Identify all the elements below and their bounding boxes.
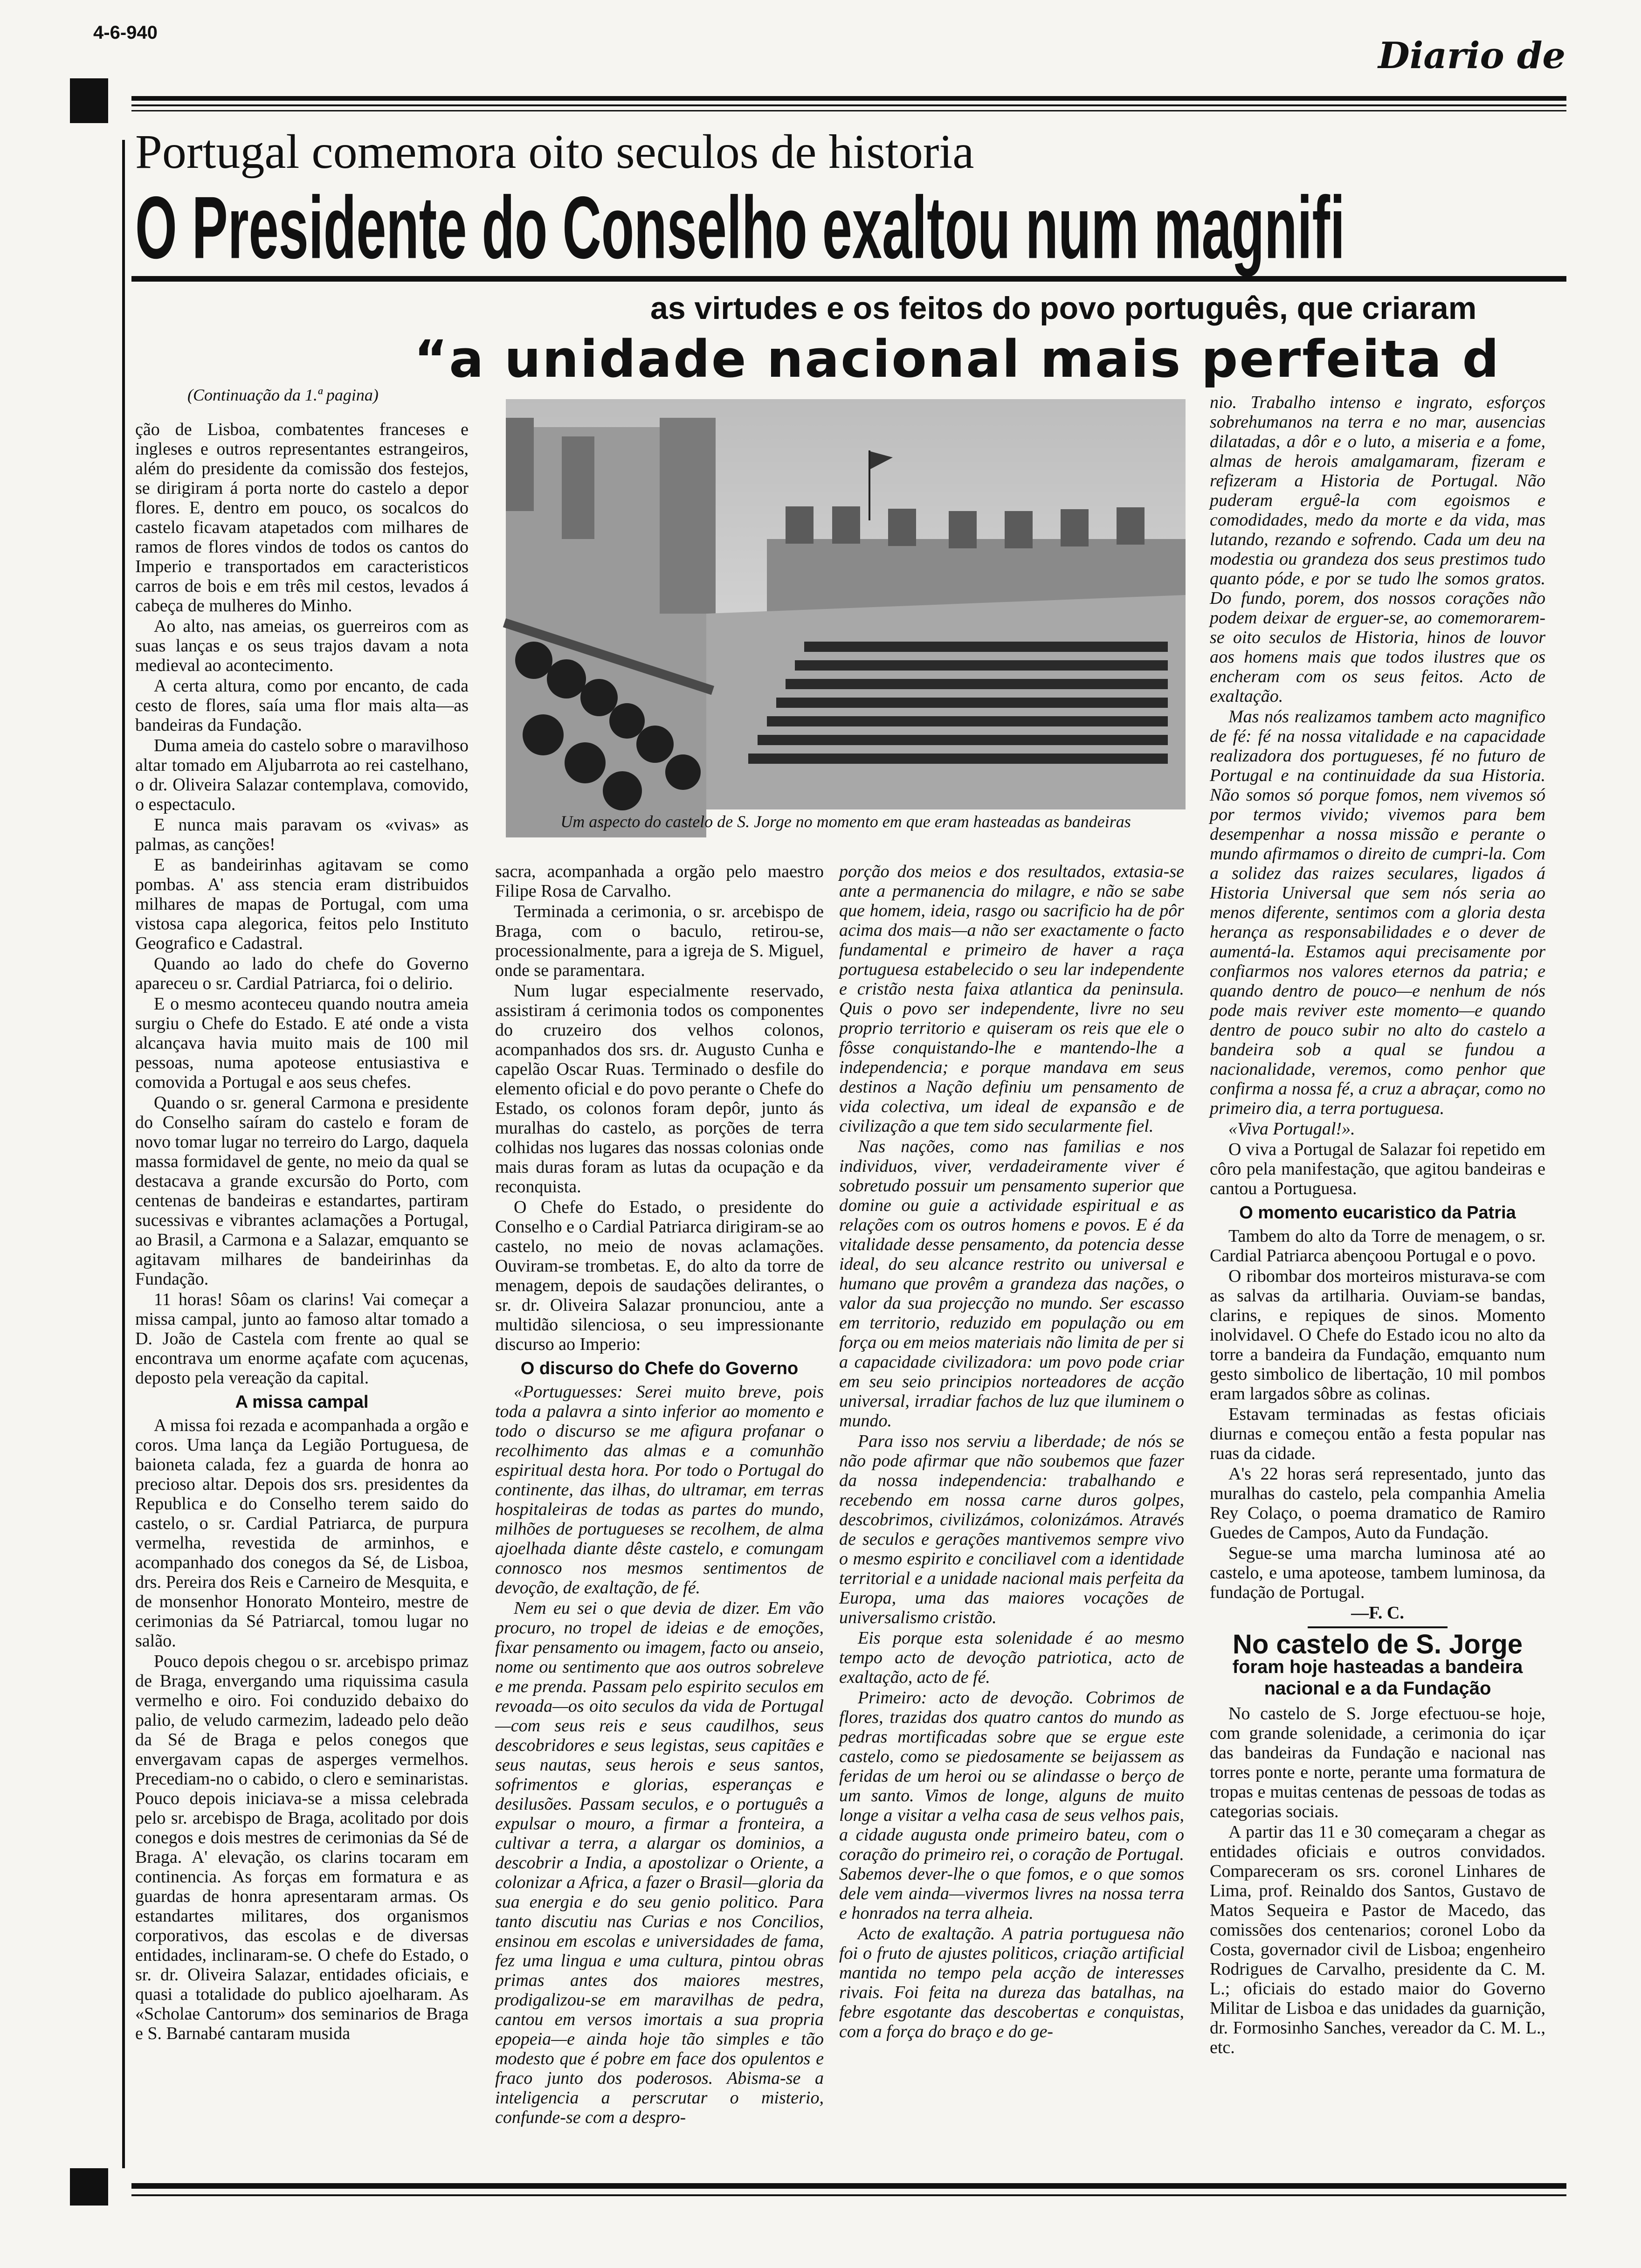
top-rule-thick (131, 96, 1566, 101)
section-heading: O discurso do Chefe do Governo (520, 1359, 799, 1378)
paragraph: Terminada a cerimonia, o sr. arcebispo de Braga, com o baculo, retirou-se, processionalmente, para a igreja de S. Miguel, onde se paramentara. (495, 902, 824, 980)
paragraph: 11 horas! Sôam os clarins! Vai começar a missa campal, junto ao famoso altar tomado a D. João de Castela com frente ao qual se encontrava um enorme açafate com açucenas, deposto pela vereação da capital. (135, 1290, 469, 1388)
paragraph: sacra, acompanhada a orgão pelo maestro Filipe Rosa de Carvalho. (495, 862, 824, 901)
paragraph: Mas nós realizamos tambem acto magnifico de fé: fé na nossa vitalidade e na capacidade realizadora dos portugueses, fé no futuro de Portugal e na continuidade da sua Historia. Não somos só porque fomos, nem vivemos só por termos vivido; vivemos para bem desempenhar a nossa missão e perante o mundo afirmamos o direito de cumpri-la. Com a solidez das raizes seculares, ligados á Historia Universal que sem nós seria ao menos diferente, sentimos com a gloria desta herança as responsabilidades e o dever de aumentá-la. Estamos aqui precisamente por confiarmos nos valores eternos da patria; e quando dentro de pouco—e nenhum de nós pode mais reviver este momento—e quando dentro de pouco subir no alto do castelo a bandeira sob a qual se fundou a nacionalidade, veremos, como penhor que confirma a nossa fé, a cruz a abraçar, como no primeiro dia, a terra portuguesa. (1210, 707, 1545, 1118)
masthead: Diario de (1378, 35, 1565, 77)
bottom-rule-thick (131, 2183, 1566, 2189)
paragraph: Eis porque esta solenidade é ao mesmo tempo acto de devoção patriotica, acto de exaltação, acto de fé. (839, 1628, 1184, 1687)
column-4 (1210, 393, 1545, 2058)
left-vertical-rule (122, 140, 125, 2168)
paragraph: ção de Lisboa, combatentes franceses e ingleses e outros representantes estrangeiros, além do presidente da comissão dos festejos, se dirigiram á porta norte do castelo a depor flores. E, dentro em pouco, os socalcos do castelo ficavam atapetados com milhares de ramos de flores vindos de todos os cantos do Imperio e transportados em caracteristicos carros de bois e em três mil cestos, levados á cabeça de mulheres do Minho. (135, 420, 469, 615)
paragraph: O Chefe do Estado, o presidente do Conselho e o Cardial Patriarca dirigiram-se ao castelo, no meio de novas aclamações. Ouviram-se trombetas. E, do alto da torre de menagem, depois de saudações delirantes, o sr. dr. Oliveira Salazar pronunciou, ante a multidão silenciosa, o seu impressionante discurso ao Imperio: (495, 1197, 824, 1354)
paragraph: Primeiro: acto de devoção. Cobrimos de flores, trazidas dos quatro cantos do mundo as pedras mortificadas sobre que se ergue este castelo, como se piedosamente se beijassem as feridas de um heroi ou se alindasse o berço de um santo. Vimos de longe, alguns de muito longe a visitar a velha casa de seus velhos pais, a cidade augusta onde primeiro bateu, com o coração do primeiro rei, o coração de Portugal. Sabemos dever-lhe o que fomos, e o que somos dele vem ainda—vivermos livres na nossa terra e honrados na terra alheia. (839, 1688, 1184, 1923)
paragraph: E nunca mais paravam os «vivas» as palmas, as canções! (135, 815, 469, 854)
section-heading: A missa campal (235, 1392, 369, 1412)
column-2 (495, 862, 824, 2128)
main-headline: O Presidente do Conselho exaltou num magnifi (135, 179, 1345, 277)
paragraph: No castelo de S. Jorge efectuou-se hoje, com grande solenidade, a cerimonia do içar das bandeiras da Fundação e nacional nas torres ponte e norte, perante uma formatura de tropas e muitas centenas de pessoas de todas as categorias sociais. (1210, 1704, 1545, 1821)
paragraph: Nas nações, como nas familias e nos individuos, viver, verdadeiramente viver é sobretudo possuir um pensamento superior que domine ou guie a actividade espiritual e as relações com os outros homens e povos. E é da vitalidade desse pensamento, da potencia desse ideal, do seu alcance restrito ou universal e humano que provêm a grandeza das nações, o valor da sua projecção no mundo. Ser escasso em territorio, reduzido em população ou em força ou em meios materiais não limita de per si a capacidade civilizadora: um povo pode criar em seu seio principios norteadores de acção universal, irradiar fachos de luz que iluminem o mundo. (839, 1137, 1184, 1431)
paragraph: A certa altura, como por encanto, de cada cesto de flores, saía uma flor mais alta—as bandeiras da Fundação. (135, 676, 469, 735)
section-divider (1308, 1626, 1448, 1628)
paragraph: Ao alto, nas ameias, os guerreiros com as suas lanças e os seus trajos davam a nota medieval ao acontecimento. (135, 616, 469, 675)
paragraph: Duma ameia do castelo sobre o maravilhoso altar tomado em Aljubarrota ao rei castelhano, o dr. Oliveira Salazar contemplava, comovido, o espectaculo. (135, 736, 469, 814)
paragraph: Estavam terminadas as festas oficiais diurnas e começou então a festa popular nas ruas da cidade. (1210, 1404, 1545, 1463)
bottom-rule-thin (131, 2194, 1566, 2196)
paragraph: Segue-se uma marcha luminosa até ao castelo, e uma apoteose, tambem luminosa, da fundação de Portugal. (1210, 1543, 1545, 1602)
paragraph: Nem eu sei o que devia de dizer. Em vão procuro, no tropel de ideias e de emoções, fixar pensamento ou imagem, facto ou anseio, nome ou sentimento que aos outros sobreleve e me prenda. Passam pelo espirito seculos em revoada—os oito seculos da vida de Portugal—com seus reis e seus caudilhos, seus descobridores e seus legistas, seus capitães e seus nautas, seus herois e seus santos, sofrimentos e glorias, esperanças e desilusões. Passam seculos, e o português a expulsar o mouro, a firmar a fronteira, a cultivar a terra, a alargar os dominios, a descobrir a India, a apostolizar o Oriente, a colonizar a Africa, a fazer o Brasil—gloria da sua energia e do seu genio politico. Para tanto discutiu nas Curias e nos Concilios, ensinou em escolas e universidades de fama, fez uma lingua e uma cultura, pintou obras primas antes dos maiores mestres, prodigalizou-se em maravilhas de pedra, cantou em versos imortais a sua propria epopeia—e ainda hoje tão simples e tão modesto que é pobre em face dos opulentos e fraco junto dos poderosos. Abisma-se a inteligencia a perscrutar o misterio, confunde-se com a despro- (495, 1598, 824, 2127)
corner-block-top (70, 78, 108, 123)
paragraph: A missa foi rezada e acompanhada a orgão e coros. Uma lança da Legião Portuguesa, de baioneta calada, fez a guarda de honra ao precioso altar. Depois dos srs. presidentes da Republica e do Conselho terem saido do castelo, o sr. Cardial Patriarca, de purpura vermelha, revestida de arminhos, e acompanhado dos conegos da Sé, de Lisboa, drs. Pereira dos Reis e Carneiro de Mesquita, e de monsenhor Honorato Monteiro, mestre de cerimonias da Sé Patriarcal, tomou lugar no salão. (135, 1416, 469, 1651)
paragraph: porção dos meios e dos resultados, extasia-se ante a permanencia do milagre, e não se sabe que homem, ideia, rasgo ou sacrificio ha de pôr acima dos mais—a não ser exactamente o facto fundamental e primeiro de haver a raça portuguesa estabelecido o seu lar independente e cristão nesta faixa atlantica da peninsula. Quis o povo ser independente, livre no seu proprio territorio e quiseram os reis que ele o fôsse conquistando-lhe e mantendo-lhe a independencia; e porque mandava em seus destinos a Nação definiu um pensamento de vida colectiva, um ideal de expansão e de civilização a que tem sido secularmente fiel. (839, 862, 1184, 1136)
paragraph: A partir das 11 e 30 começaram a chegar as entidades oficiais e outros convidados. Compareceram os srs. coronel Linhares de Lima, prof. Reinaldo dos Santos, Gustavo de Matos Sequeira e Pastor de Macedo, das comissões dos centenarios; coronel Lobo da Costa, governador civil de Lisboa; engenheiro Rodrigues de Carvalho, presidente da C. M. L.; oficiais do estado maior do Governo Militar de Lisboa e das unidades da guarnição, dr. Formosinho Sanches, vereador da C. M. L., etc. (1210, 1822, 1545, 2057)
photo-caption: Um aspecto do castelo de S. Jorge no momento em que eram hasteadas as bandeiras (560, 812, 1131, 831)
section-heading: O momento eucaristico da Patria (1239, 1203, 1516, 1223)
paragraph: A's 22 horas será representado, junto das muralhas do castelo, pela companhia Amelia Rey Colaço, o poema dramatico de Ramiro Guedes de Campos, Auto da Fundação. (1210, 1464, 1545, 1542)
paragraph: «Viva Portugal!». (1228, 1119, 1355, 1139)
issue-date: 4-6-940 (93, 22, 158, 43)
continuation-note: (Continuação da 1.ª pagina) (187, 386, 379, 404)
castle-photo (506, 399, 1186, 809)
corner-block-bottom (70, 2168, 108, 2206)
subheadline-quote: “a unidade nacional mais perfeita d (414, 329, 1501, 389)
castle-photo-illustration (506, 399, 1186, 809)
paragraph: Pouco depois chegou o sr. arcebispo primaz de Braga, envergando uma riquissima casula vermelho e oiro. Foi conduzido debaixo do palio, de veludo carmezim, ladeado pelo deão da Sé de Braga e pelos conegos que envergavam capas de asperges vermelhos. Precediam-no o cabido, o clero e seminaristas. Pouco depois iniciava-se a missa celebrada pelo sr. arcebispo de Braga, acolitado por dois conegos e dois mestres de cerimonias da Sé de Braga. A' elevação, os clarins tocaram em continencia. As forças em formatura e as guardas de honra apresentaram armas. Os estandartes militares, dos organismos corporativos, das escolas e de diversas entidades, inclinaram-se. O chefe do Estado, o sr. dr. Oliveira Salazar, entidades oficiais, e quasi a totalidade do publico ajoelharam. As «Scholae Cantorum» dos seminarios de Braga e S. Barnabé cantaram musida (135, 1652, 469, 2043)
paragraph: nio. Trabalho intenso e ingrato, esforços sobrehumanos na terra e no mar, ausencias dilatadas, a dôr e o luto, a miseria e a fome, almas de herois amalgamaram, fizeram e refizeram a Historia de Portugal. Não puderam erguê-la com egoismos e comodidades, medo da morte e da vida, mas lutando, rezando e sofrendo. Cada um deu na modestia ou grandeza dos seus prestimos tudo quanto póde, e por se tudo lhe somos gratos. Do fundo, porem, dos nossos corações não podem deixar de erguer-se, ao comemorarem-se oito seculos de Historia, hinos de louvor aos homens mais que todos ilustres que os encheram com os seus feitos. Acto de exaltação. (1210, 393, 1545, 706)
section-subtitle: foram hoje hasteadas a bandeira nacional e a da Fundação (1232, 1657, 1523, 1699)
headline-kicker: Portugal comemora oito seculos de historia (135, 125, 974, 179)
signature: —F. C. (1351, 1603, 1404, 1623)
paragraph: E o mesmo aconteceu quando noutra ameia surgiu o Chefe do Estado. E até onde a vista alcançava havia muito mais de 100 mil pessoas, numa apoteose entusiastiva e comovida a Portugal e aos seus chefes. (135, 994, 469, 1092)
paragraph: E as bandeirinhas agitavam se como pombas. A' ass stencia eram distribuidos milhares de mapas de Portugal, com uma vistosa capa alegorica, feitos pelo Instituto Geografico e Cadastral. (135, 855, 469, 953)
top-rule-thin-2 (131, 110, 1566, 111)
subheadline: as virtudes e os feitos do povo português, que criaram (650, 290, 1477, 326)
paragraph: O ribombar dos morteiros misturava-se com as salvas da artilharia. Ouviam-se bandas, clarins, e repiques de sinos. Momento inolvidavel. O Chefe do Estado icou no alto da torre a bandeira da Fundação, emquanto num gesto simbolico de libertação, 10 mil pombos eram largados sôbre as colinas. (1210, 1266, 1545, 1404)
paragraph: Acto de exaltação. A patria portuguesa não foi o fruto de ajustes politicos, criação artificial mantida no tempo pela acção de interesses rivais. Foi feita na dureza das batalhas, na febre esgotante das descobertas e conquistas, com a força do braço e do ge- (839, 1924, 1184, 2041)
paragraph: Quando ao lado do chefe do Governo apareceu o sr. Cardial Patriarca, foi o delirio. (135, 954, 469, 993)
column-3 (839, 862, 1184, 2042)
paragraph: Tambem do alto da Torre de menagem, o sr. Cardial Patriarca abençoou Portugal e o povo. (1210, 1226, 1545, 1265)
paragraph: Quando o sr. general Carmona e presidente do Conselho saíram do castelo e foram de novo tomar lugar no terreiro do Largo, daquela massa formidavel de gente, no meio da qual se destacava a grande excursão do Porto, com centenas de bandeiras e estandartes, partiram sucessivas e vibrantes aclamações a Portugal, ao Brasil, a Carmona e a Salazar, emquanto se agitavam milhares de bandeirinhas da Fundação. (135, 1093, 469, 1289)
section-title: No castelo de S. Jorge (1232, 1629, 1523, 1660)
paragraph: O viva a Portugal de Salazar foi repetido em côro pela manifestação, que agitou bandeiras e cantou a Portuguesa. (1210, 1140, 1545, 1198)
paragraph: Num lugar especialmente reservado, assistiram á cerimonia todos os componentes do cruzeiro dos velhos colonos, acompanhados dos srs. dr. Augusto Cunha e capelão Oscar Ruas. Terminado o desfile do elemento oficial e do povo perante o Chefe do Estado, os colonos foram depôr, junto ás muralhas do castelo, as porções de terra colhidas nos lugares das nossas colonias onde mais duras foram as lutas da ocupação e da reconquista. (495, 981, 824, 1196)
paragraph: Para isso nos serviu a liberdade; de nós se não pode afirmar que não soubemos que fazer da nossa independencia: trabalhando e recebendo em nossa carne duros golpes, descobrimos, civilizámos, colonizámos. Através de seculos e gerações mantivemos sempre vivo o mesmo espirito e conciliavel com a identidade territorial e a unidade nacional mais perfeita da Europa, uma das maiores vocações de universalismo cristão. (839, 1431, 1184, 1627)
paragraph: «Portuguesses: Serei muito breve, pois toda a palavra a sinto inferior ao momento e todo o discurso se me afigura profanar o recolhimento das almas e a comunhão espiritual desta hora. Por todo o Portugal do continente, das ilhas, do ultramar, em terras hospitaleiras de todas as partes do mundo, milhões de portugueses se recolhem, de alma ajoelhada diante dêste castelo, e comungam connosco nos mesmos sentimentos de devoção, de exaltação, de fé. (495, 1382, 824, 1597)
column-1 (135, 420, 469, 2044)
top-rule-thin (131, 104, 1566, 106)
